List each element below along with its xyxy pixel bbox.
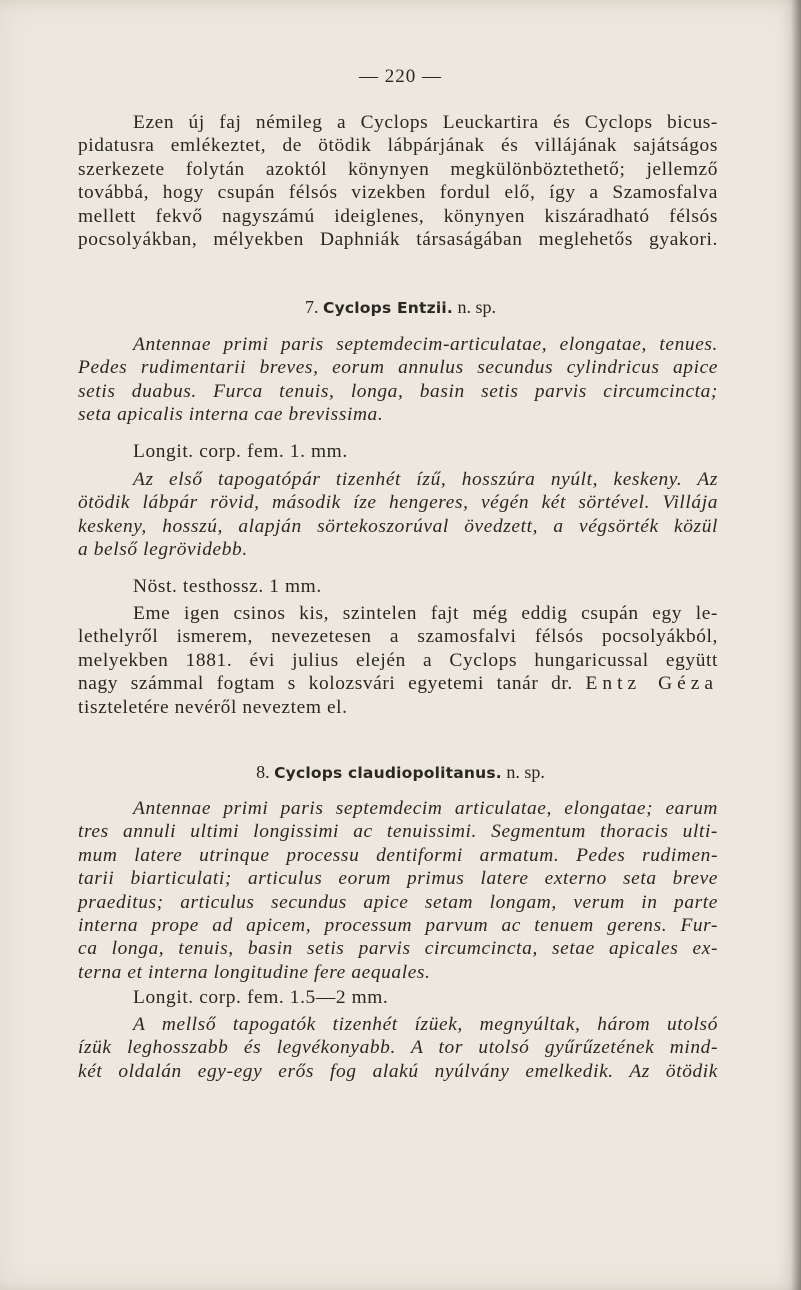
text-line: továbbá, hogy csupán félsós vizekben fordul elő, így a Szamosfalva xyxy=(78,182,718,204)
text-line: Antennae primi paris septemdecim-articulatae, elongatae, tenues. xyxy=(133,334,718,355)
text-line: két oldalán egy-egy erős fog alakú nyúlvány emelkedik. Az ötödik xyxy=(78,1060,718,1082)
species-7-size-latin xyxy=(78,440,718,463)
text-line: terna et interna longitudine fere aequales. xyxy=(78,961,431,983)
text-line: Longit. corp. fem. 1. mm. xyxy=(133,441,348,462)
text-line: szerkezete folytán azoktól könynyen megkülönböztethető; jellemző xyxy=(78,158,718,180)
text-line: ízük leghosszabb és legvékonyabb. A tor utolsó gyűrűzetének mind- xyxy=(78,1037,718,1059)
text-line: ca longa, tenuis, basin setis parvis circumcincta, setae apicales ex- xyxy=(78,938,718,960)
text-line xyxy=(78,672,718,695)
page-number: — 220 — xyxy=(359,66,442,87)
text-line: A mellső tapogatók tizenhét ízüek, megnyúltak, három utolsó xyxy=(133,1014,718,1035)
text-line: Antennae primi paris septemdecim articulatae, elongatae; earum xyxy=(133,798,718,819)
species-7-heading xyxy=(0,297,801,318)
intro-paragraph xyxy=(78,111,718,251)
text-line: Ezen új faj némileg a Cyclops Leuckartira és Cyclops bicus- xyxy=(133,112,718,133)
species-8-latin-description xyxy=(78,797,718,984)
text-line: Nöst. testhossz. 1 mm. xyxy=(133,576,322,597)
text-line: Longit. corp. fem. 1.5—2 mm. xyxy=(133,987,389,1008)
text-line: interna prope ad apicem, processum parvum ac tenuem gerens. Fur- xyxy=(78,914,718,936)
page-edge-shadow xyxy=(791,0,801,1290)
text-line: pidatusra emlékeztet, de ötödik lábpárjának és villájának sajátságos xyxy=(78,135,718,157)
text-line: tiszteletére nevéről neveztem el. xyxy=(78,696,348,718)
text-line: seta apicalis interna cae brevissima. xyxy=(78,404,384,426)
text-line: mellett fekvő nagyszámú ideiglenes, könynyen kiszáradható félsós xyxy=(78,205,718,227)
text-line: tres annuli ultimi longissimi ac tenuissimi. Segmentum thoracis ulti- xyxy=(78,821,718,843)
text-fragment: nagy számmal fogtam s kolozsvári egyetemi tanár dr. xyxy=(78,673,573,695)
species-name: Cyclops Entzii. xyxy=(323,299,453,317)
species-7-discussion xyxy=(78,602,718,719)
text-line: Eme igen csinos kis, szintelen fajt még eddig csupán egy le- xyxy=(133,603,718,624)
text-line: mum latere utrinque processu dentiformi armatum. Pedes rudimen- xyxy=(78,844,718,866)
text-line: tarii biarticulati; articulus eorum primus latere externo seta breve xyxy=(78,868,718,890)
species-name: Cyclops claudiopolitanus. xyxy=(274,764,502,782)
text-line: praeditus; articulus secundus apice setam longam, verum in parte xyxy=(78,891,718,913)
species-8-size-latin xyxy=(78,986,718,1009)
species-number: 7. xyxy=(305,297,319,317)
text-line: keskeny, hosszú, alapján sörtekoszorúval övedzett, a végsörték közül xyxy=(78,515,718,537)
species-suffix: n. sp. xyxy=(506,762,545,782)
text-line: pocsolyákban, mélyekben Daphniák társaságában meglehetős gyakori. xyxy=(78,228,718,250)
text-line: setis duabus. Furca tenuis, longa, basin setis parvis circumcincta; xyxy=(78,380,718,402)
text-line: Pedes rudimentarii breves, eorum annulus secundus cylindricus apice xyxy=(78,357,718,379)
text-line: lethelyről ismerem, nevezetesen a szamosfalvi félsós pocsolyákból, xyxy=(78,626,718,648)
species-7-hungarian-description xyxy=(78,468,718,562)
text-line: Az első tapogatópár tizenhét ízű, hosszúra nyúlt, keskeny. Az xyxy=(133,469,718,490)
species-suffix: n. sp. xyxy=(457,297,496,317)
species-7-latin-description xyxy=(78,333,718,427)
text-line: melyekben 1881. évi julius elején a Cyclops hungaricussal együtt xyxy=(78,649,718,671)
species-7-size-hungarian xyxy=(78,575,718,598)
species-8-heading xyxy=(0,762,801,783)
species-8-hungarian-description xyxy=(78,1013,718,1083)
honoree-name: Entz Géza xyxy=(585,673,718,695)
text-line: ötödik lábpár rövid, második íze hengeres, végén két sörtével. Villája xyxy=(78,492,718,514)
species-number: 8. xyxy=(256,762,270,782)
text-line: a belső legrövidebb. xyxy=(78,539,248,561)
